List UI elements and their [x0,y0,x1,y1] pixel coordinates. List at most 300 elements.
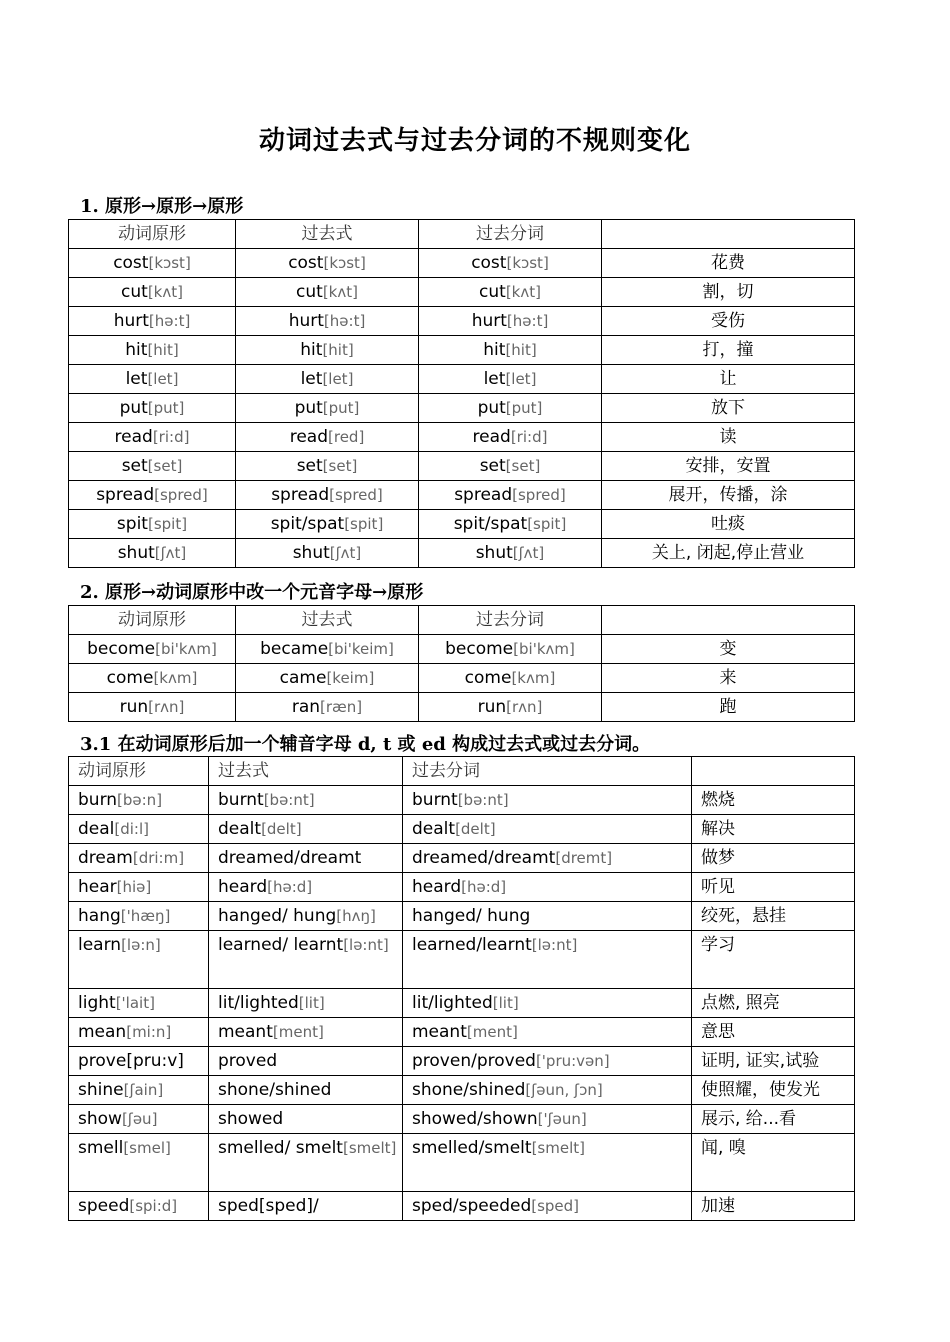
verb-word: lit/lighted [412,993,493,1013]
phonetic: [ment] [272,1023,324,1041]
table-row [69,1105,855,1134]
verb-word: set [479,456,506,476]
verb-base-cell [69,336,236,365]
table-row [69,307,855,336]
verb-word: spit/spat [453,514,528,534]
past-participle-cell [403,931,692,989]
phonetic: [hiə] [116,878,152,896]
phonetic: [spi:d] [129,1197,178,1215]
verb-word: prove[pru:v] [78,1051,184,1071]
phonetic: [set] [147,457,183,475]
past-participle-cell [403,815,692,844]
table-row [69,394,855,423]
verb-word: hurt [288,311,324,331]
verb-word: cut [121,282,148,302]
section-3-heading: 3.1 在动词原形后加一个辅音字母 d, t 或 ed 构成过去式或过去分词。 [80,734,651,755]
verb-word: cut [296,282,323,302]
table-row [69,481,855,510]
phonetic: [rʌn] [506,698,543,716]
verb-word: meant [412,1022,467,1042]
verb-base-cell [69,394,236,423]
table-row [69,931,855,989]
verb-base-cell [69,635,236,664]
verb-word: spit/spat [270,514,345,534]
verb-word: speed [78,1196,130,1216]
past-tense-cell [236,452,419,481]
verb-word: burnt [218,790,264,810]
verb-word: run [119,697,149,717]
verb-word: cost [288,253,324,273]
phonetic: [delt] [455,820,496,838]
table-row [69,539,855,568]
phonetic: [sped] [531,1197,580,1215]
meaning-cell: 解决 [692,815,855,844]
verb-base-cell [69,815,209,844]
verb-base-cell [69,307,236,336]
phonetic: [spred] [329,486,383,504]
verb-word: shone/shined [218,1080,332,1100]
phonetic: [kɔst] [323,254,366,272]
past-participle-cell [403,1105,692,1134]
phonetic: [set] [322,457,358,475]
verb-word: learned/learnt [412,935,532,955]
phonetic: [bi'kʌm] [155,640,217,658]
past-tense-cell [236,481,419,510]
table-row [69,249,855,278]
table-row [69,1076,855,1105]
verb-word: became [260,639,329,659]
table-header-row [69,220,855,249]
table-row [69,1018,855,1047]
verb-word: hang [78,906,121,926]
verb-word: spread [96,485,155,505]
past-participle-cell [419,452,602,481]
meaning-cell: 学习 [692,931,855,989]
phonetic: [put] [505,399,543,417]
meaning-cell: 做梦 [692,844,855,873]
phonetic: [kɔst] [148,254,191,272]
column-header: 过去分词 [419,606,602,635]
past-tense-cell [236,664,419,693]
phonetic: [ri:d] [510,428,548,446]
table-row [69,1047,855,1076]
past-participle-cell [403,844,692,873]
past-participle-cell [403,1134,692,1192]
phonetic: [lə:nt] [531,936,578,954]
past-tense-cell [236,423,419,452]
table-row [69,365,855,394]
verb-word: hit [300,340,323,360]
phonetic: [di:l] [114,820,150,838]
phonetic: [lit] [298,994,325,1012]
past-participle-cell [403,1018,692,1047]
column-header: 过去式 [236,220,419,249]
meaning-cell: 让 [602,365,855,394]
phonetic: [hʌŋ] [336,907,376,925]
phonetic: [ʃəu] [121,1110,158,1128]
phonetic: [spred] [154,486,208,504]
past-participle-cell [403,902,692,931]
phonetic: [kʌm] [153,669,198,687]
past-participle-cell [419,693,602,722]
phonetic: [ʃəun, ʃɔn] [525,1081,603,1099]
table-row [69,1134,855,1192]
phonetic: [lə:n] [121,936,161,954]
table-header-row [69,757,855,786]
past-participle-cell [419,394,602,423]
verb-word: showed [218,1109,284,1129]
verb-word: cost [113,253,149,273]
phonetic: [let] [505,370,537,388]
verb-base-cell [69,249,236,278]
verb-word: read [472,427,511,447]
table-row [69,815,855,844]
verb-word: let [483,369,506,389]
verb-base-cell [69,1192,209,1221]
phonetic: [ment] [466,1023,518,1041]
phonetic: [lit] [492,994,519,1012]
meaning-cell: 加速 [692,1192,855,1221]
verb-word: become [445,639,514,659]
past-participle-cell [419,481,602,510]
phonetic: [smelt] [342,1139,397,1157]
phonetic: [hə:t] [506,312,549,330]
past-participle-cell [419,635,602,664]
verb-word: cut [479,282,506,302]
meaning-cell: 关上, 闭起,停止营业 [602,539,855,568]
phonetic: [hit] [505,341,537,359]
table-row [69,635,855,664]
verb-base-cell [69,1047,209,1076]
column-header: 过去分词 [419,220,602,249]
verb-base-cell [69,481,236,510]
section-3-table [68,756,855,1221]
meaning-cell: 绞死，悬挂 [692,902,855,931]
past-tense-cell [209,815,403,844]
verb-word: shut [475,543,513,563]
verb-word: shut [292,543,330,563]
table-row [69,873,855,902]
phonetic: [spit] [147,515,188,533]
verb-word: set [296,456,323,476]
verb-word: dealt [412,819,456,839]
verb-word: came [279,668,327,688]
verb-base-cell [69,278,236,307]
phonetic: [kʌt] [322,283,358,301]
verb-word: dealt [218,819,262,839]
phonetic: [kʌm] [511,669,556,687]
past-tense-cell [209,931,403,989]
verb-word: dreamed/dreamt [218,848,362,868]
verb-word: come [106,668,154,688]
verb-word: burnt [412,790,458,810]
past-tense-cell [209,1134,403,1192]
past-tense-cell [209,1047,403,1076]
past-tense-cell [209,1076,403,1105]
verb-base-cell [69,423,236,452]
past-tense-cell [209,1018,403,1047]
past-participle-cell [419,307,602,336]
meaning-cell: 安排，安置 [602,452,855,481]
verb-word: shut [117,543,155,563]
verb-word: ran [291,697,321,717]
meaning-cell: 吐痰 [602,510,855,539]
past-participle-cell [403,1192,692,1221]
meaning-cell: 意思 [692,1018,855,1047]
meaning-cell: 打，撞 [602,336,855,365]
verb-word: shone/shined [412,1080,526,1100]
verb-word: smelled/smelt [412,1138,532,1158]
verb-word: put [294,398,323,418]
table-row [69,664,855,693]
verb-word: light [78,993,116,1013]
phonetic: [red] [328,428,365,446]
meaning-cell: 证明, 证实,试验 [692,1047,855,1076]
verb-word: sped[sped]/ [218,1196,319,1216]
table-row [69,786,855,815]
past-tense-cell [209,844,403,873]
meaning-cell: 受伤 [602,307,855,336]
meaning-cell: 割，切 [602,278,855,307]
phonetic: [ræn] [320,698,363,716]
section-1-heading: 1. 原形→原形→原形 [80,196,244,217]
phonetic: [dremt] [555,849,613,867]
phonetic: [hit] [322,341,354,359]
phonetic: [bi'kʌm] [513,640,575,658]
section-1-table [68,219,855,568]
column-header: 过去式 [236,606,419,635]
past-participle-cell [419,423,602,452]
phonetic: [put] [147,399,185,417]
phonetic: [hə:t] [323,312,366,330]
verb-word: run [477,697,507,717]
meaning-cell: 跑 [602,693,855,722]
meaning-cell: 使照耀，使发光 [692,1076,855,1105]
verb-base-cell [69,844,209,873]
past-tense-cell [236,249,419,278]
past-tense-cell [236,539,419,568]
phonetic: [kɔst] [506,254,549,272]
phonetic: [let] [322,370,354,388]
column-header [602,606,855,635]
past-participle-cell [403,873,692,902]
verb-word: shine [78,1080,124,1100]
verb-word: hanged/ hung [412,906,531,926]
verb-word: come [464,668,512,688]
phonetic: ['pru:vən] [535,1052,610,1070]
verb-base-cell [69,1076,209,1105]
verb-word: spread [454,485,513,505]
verb-word: smelled/ smelt [218,1138,343,1158]
meaning-cell: 读 [602,423,855,452]
phonetic: [hə:t] [148,312,191,330]
table-row [69,336,855,365]
meaning-cell: 花费 [602,249,855,278]
verb-word: show [78,1109,122,1129]
phonetic: [bə:nt] [263,791,315,809]
column-header [692,757,855,786]
phonetic: [ʃain] [123,1081,164,1099]
verb-word: hear [78,877,117,897]
column-header: 过去分词 [403,757,692,786]
verb-base-cell [69,786,209,815]
verb-word: hurt [113,311,149,331]
verb-word: read [114,427,153,447]
phonetic: [hə:d] [267,878,313,896]
past-tense-cell [209,989,403,1018]
phonetic: [spit] [527,515,567,533]
meaning-cell: 展开，传播，涂 [602,481,855,510]
phonetic: [bə:nt] [457,791,509,809]
past-tense-cell [236,278,419,307]
section-2-table [68,605,855,722]
past-tense-cell [236,394,419,423]
past-participle-cell [403,1076,692,1105]
verb-word: learn [78,935,122,955]
phonetic: [keim] [326,669,375,687]
verb-word: hit [125,340,148,360]
phonetic: ['ʃəun] [537,1110,587,1128]
verb-base-cell [69,365,236,394]
verb-word: burn [78,790,118,810]
past-tense-cell [236,693,419,722]
past-participle-cell [403,989,692,1018]
past-tense-cell [209,873,403,902]
past-tense-cell [209,786,403,815]
verb-word: dreamed/dreamt [412,848,556,868]
verb-word: mean [78,1022,127,1042]
verb-word: cost [471,253,507,273]
meaning-cell: 变 [602,635,855,664]
phonetic: [smelt] [531,1139,585,1157]
phonetic: [hit] [147,341,179,359]
verb-word: set [121,456,148,476]
past-participle-cell [419,510,602,539]
phonetic: [delt] [261,820,302,838]
verb-word: spit [116,514,148,534]
verb-word: put [119,398,148,418]
phonetic: [kʌt] [505,283,541,301]
meaning-cell: 听见 [692,873,855,902]
verb-word: hurt [471,311,507,331]
meaning-cell: 展示, 给...看 [692,1105,855,1134]
verb-base-cell [69,873,209,902]
verb-base-cell [69,1105,209,1134]
phonetic: [spred] [512,486,566,504]
table-row [69,278,855,307]
column-header [602,220,855,249]
verb-word: smell [78,1138,124,1158]
verb-word: hanged/ hung [218,906,337,926]
phonetic: [ʃʌt] [512,544,545,562]
meaning-cell: 来 [602,664,855,693]
verb-word: deal [78,819,115,839]
phonetic: [let] [147,370,179,388]
table-row [69,844,855,873]
phonetic: [spit] [344,515,384,533]
section-2-heading: 2. 原形→动词原形中改一个元音字母→原形 [80,582,424,603]
verb-word: proven/proved [412,1051,536,1071]
past-tense-cell [236,365,419,394]
meaning-cell: 燃烧 [692,786,855,815]
verb-word: let [125,369,148,389]
past-participle-cell [403,1047,692,1076]
phonetic: [mi:n] [126,1023,172,1041]
table-row [69,423,855,452]
verb-word: put [477,398,506,418]
past-tense-cell [236,307,419,336]
verb-word: hit [483,340,506,360]
past-tense-cell [209,1192,403,1221]
phonetic: [set] [505,457,541,475]
table-row [69,902,855,931]
verb-word: read [289,427,328,447]
past-participle-cell [419,664,602,693]
past-tense-cell [209,902,403,931]
meaning-cell: 点燃, 照亮 [692,989,855,1018]
table-row [69,510,855,539]
verb-base-cell [69,1134,209,1192]
past-participle-cell [419,365,602,394]
phonetic: [bi'keim] [328,640,394,658]
verb-base-cell [69,693,236,722]
table-row [69,1192,855,1221]
past-tense-cell [236,510,419,539]
verb-word: sped/speeded [412,1196,532,1216]
phonetic: [dri:m] [132,849,185,867]
phonetic: ['hæŋ] [120,907,171,925]
phonetic: [lə:nt] [343,936,389,954]
phonetic: [hə:d] [461,878,507,896]
column-header: 动词原形 [69,757,209,786]
meaning-cell: 放下 [602,394,855,423]
verb-word: become [87,639,156,659]
verb-base-cell [69,539,236,568]
phonetic: [rʌn] [148,698,185,716]
verb-word: proved [218,1051,278,1071]
verb-base-cell [69,510,236,539]
past-participle-cell [419,278,602,307]
column-header: 动词原形 [69,220,236,249]
verb-word: showed/shown [412,1109,538,1129]
document-title: 动词过去式与过去分词的不规则变化 [258,126,691,156]
table-row [69,452,855,481]
past-participle-cell [419,336,602,365]
verb-base-cell [69,989,209,1018]
column-header: 过去式 [209,757,403,786]
past-participle-cell [419,249,602,278]
verb-base-cell [69,452,236,481]
past-tense-cell [209,1105,403,1134]
verb-word: let [300,369,323,389]
verb-word: lit/lighted [218,993,299,1013]
past-participle-cell [419,539,602,568]
table-row [69,693,855,722]
phonetic: [ʃʌt] [154,544,187,562]
phonetic: [bə:n] [117,791,163,809]
verb-base-cell [69,1018,209,1047]
verb-base-cell [69,931,209,989]
verb-word: dream [78,848,133,868]
verb-word: spread [271,485,330,505]
phonetic: [smel] [123,1139,171,1157]
verb-word: heard [218,877,268,897]
verb-base-cell [69,902,209,931]
phonetic: [put] [322,399,360,417]
phonetic: [ʃʌt] [329,544,362,562]
verb-base-cell [69,664,236,693]
past-tense-cell [236,635,419,664]
